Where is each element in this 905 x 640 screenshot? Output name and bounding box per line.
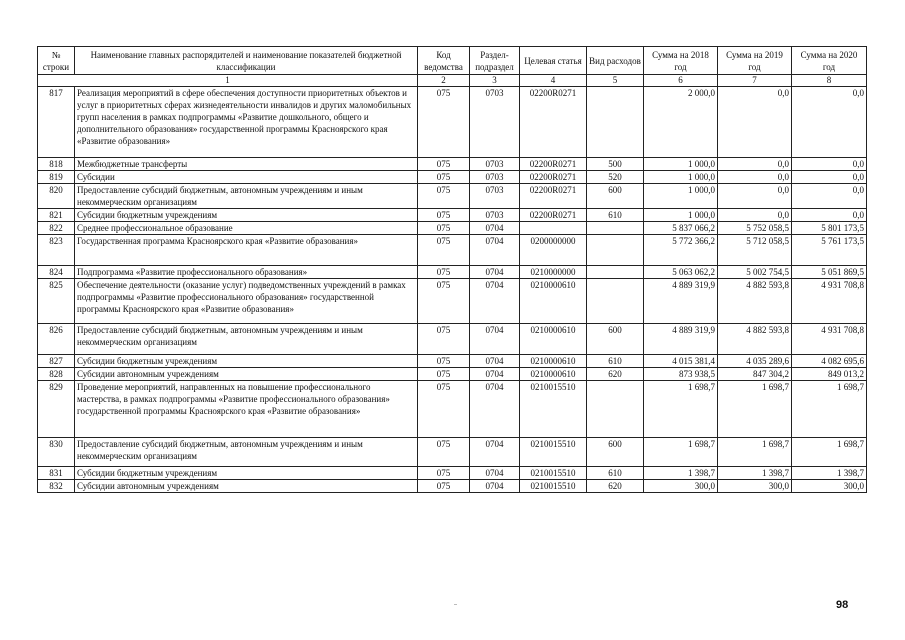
row-sum-2019: 5 002 754,5 — [718, 266, 792, 279]
row-sum-2020: 0,0 — [792, 158, 867, 171]
row-sum-2019: 1 398,7 — [718, 467, 792, 480]
header-row-number: № строки — [38, 47, 75, 75]
table-row — [38, 438, 867, 467]
row-name: Субсидии бюджетным учреждениям — [75, 355, 418, 368]
row-target-article: 02200R0271 — [520, 171, 587, 184]
row-sum-2020: 4 931 708,8 — [792, 279, 867, 324]
row-sum-2019: 5 752 058,5 — [718, 222, 792, 235]
row-name: Межбюджетные трансферты — [75, 158, 418, 171]
header-row — [38, 47, 867, 75]
row-dept-code: 075 — [418, 184, 470, 209]
row-sum-2018: 300,0 — [644, 480, 718, 493]
row-section: 0704 — [470, 222, 520, 235]
row-target-article: 0210015510 — [520, 438, 587, 467]
row-number: 824 — [38, 266, 75, 279]
row-expense-type — [587, 222, 644, 235]
table-row — [38, 368, 867, 381]
row-dept-code: 075 — [418, 381, 470, 438]
column-number-row — [38, 75, 867, 87]
row-sum-2018: 1 000,0 — [644, 209, 718, 222]
header-section: Раздел-подраздел — [470, 47, 520, 75]
row-target-article: 02200R0271 — [520, 184, 587, 209]
row-sum-2019: 0,0 — [718, 184, 792, 209]
row-sum-2019: 0,0 — [718, 87, 792, 158]
row-sum-2019: 5 712 058,5 — [718, 235, 792, 266]
row-target-article: 02200R0271 — [520, 87, 587, 158]
row-section: 0703 — [470, 184, 520, 209]
row-number: 821 — [38, 209, 75, 222]
table-row — [38, 467, 867, 480]
row-dept-code: 075 — [418, 158, 470, 171]
row-target-article: 0210015510 — [520, 480, 587, 493]
row-name: Субсидии — [75, 171, 418, 184]
row-number: 817 — [38, 87, 75, 158]
row-number: 831 — [38, 467, 75, 480]
row-expense-type: 620 — [587, 368, 644, 381]
row-section: 0703 — [470, 158, 520, 171]
row-target-article: 02200R0271 — [520, 158, 587, 171]
row-expense-type — [587, 279, 644, 324]
row-number: 826 — [38, 324, 75, 355]
row-expense-type: 610 — [587, 355, 644, 368]
row-target-article: 02200R0271 — [520, 209, 587, 222]
row-sum-2018: 1 698,7 — [644, 438, 718, 467]
table-row — [38, 324, 867, 355]
row-target-article — [520, 222, 587, 235]
row-name: Среднее профессиональное образование — [75, 222, 418, 235]
row-sum-2018: 5 837 066,2 — [644, 222, 718, 235]
row-number: 823 — [38, 235, 75, 266]
row-sum-2019: 4 035 289,6 — [718, 355, 792, 368]
row-dept-code: 075 — [418, 209, 470, 222]
row-sum-2019: 1 698,7 — [718, 438, 792, 467]
row-target-article: 0210000610 — [520, 368, 587, 381]
row-expense-type: 500 — [587, 158, 644, 171]
row-sum-2020: 0,0 — [792, 184, 867, 209]
row-name: Субсидии автономным учреждениям — [75, 480, 418, 493]
table-row — [38, 480, 867, 493]
row-target-article: 0200000000 — [520, 235, 587, 266]
row-target-article: 0210000610 — [520, 324, 587, 355]
row-sum-2020: 1 698,7 — [792, 381, 867, 438]
row-sum-2019: 4 882 593,8 — [718, 324, 792, 355]
row-name: Субсидии бюджетным учреждениям — [75, 209, 418, 222]
budget-table — [37, 46, 867, 493]
row-sum-2020: 0,0 — [792, 87, 867, 158]
row-sum-2019: 4 882 593,8 — [718, 279, 792, 324]
header-sum-2018: Сумма на 2018 год — [644, 47, 718, 75]
row-section: 0704 — [470, 235, 520, 266]
row-section: 0703 — [470, 87, 520, 158]
row-sum-2020: 1 698,7 — [792, 438, 867, 467]
table-row — [38, 158, 867, 171]
row-number: 818 — [38, 158, 75, 171]
row-dept-code: 075 — [418, 438, 470, 467]
row-sum-2018: 5 063 062,2 — [644, 266, 718, 279]
row-target-article: 0210000610 — [520, 355, 587, 368]
row-sum-2019: 0,0 — [718, 171, 792, 184]
row-sum-2020: 849 013,2 — [792, 368, 867, 381]
row-dept-code: 075 — [418, 480, 470, 493]
header-expense-type: Вид расходов — [587, 47, 644, 75]
row-target-article: 0210000610 — [520, 279, 587, 324]
row-sum-2018: 5 772 366,2 — [644, 235, 718, 266]
column-number: 2 — [418, 75, 470, 87]
row-sum-2020: 4 082 695,6 — [792, 355, 867, 368]
row-section: 0704 — [470, 381, 520, 438]
row-dept-code: 075 — [418, 324, 470, 355]
row-expense-type: 600 — [587, 324, 644, 355]
table-row — [38, 235, 867, 266]
column-number: 4 — [520, 75, 587, 87]
row-sum-2019: 0,0 — [718, 158, 792, 171]
header-dept-code: Код ведомства — [418, 47, 470, 75]
row-sum-2019: 1 698,7 — [718, 381, 792, 438]
row-sum-2018: 4 889 319,9 — [644, 324, 718, 355]
row-target-article: 0210015510 — [520, 467, 587, 480]
row-dept-code: 075 — [418, 355, 470, 368]
table-row — [38, 87, 867, 158]
row-name: Подпрограмма «Развитие профессионального образования» — [75, 266, 418, 279]
table-row — [38, 184, 867, 209]
row-section: 0704 — [470, 266, 520, 279]
row-sum-2020: 4 931 708,8 — [792, 324, 867, 355]
row-name: Субсидии бюджетным учреждениям — [75, 467, 418, 480]
row-expense-type: 600 — [587, 184, 644, 209]
row-dept-code: 075 — [418, 266, 470, 279]
row-sum-2020: 0,0 — [792, 171, 867, 184]
row-name: Проведение мероприятий, направленных на повышение профессионального мастерства, в рамках подпрограммы «Развитие профессионального образования» государственной программы Красноярского края «Развитие образования» — [75, 381, 418, 438]
row-sum-2020: 300,0 — [792, 480, 867, 493]
column-number: 6 — [644, 75, 718, 87]
row-sum-2019: 0,0 — [718, 209, 792, 222]
table-row — [38, 209, 867, 222]
row-section: 0704 — [470, 467, 520, 480]
row-expense-type: 610 — [587, 209, 644, 222]
row-sum-2018: 1 000,0 — [644, 171, 718, 184]
row-expense-type: 620 — [587, 480, 644, 493]
column-number: 5 — [587, 75, 644, 87]
row-sum-2018: 1 000,0 — [644, 158, 718, 171]
row-name: Государственная программа Красноярского края «Развитие образования» — [75, 235, 418, 266]
row-name: Обеспечение деятельности (оказание услуг) подведомственных учреждений в рамках подпрограммы «Развитие профессионального образования» государственной программы Красноярского края «Развитие образования» — [75, 279, 418, 324]
row-number: 822 — [38, 222, 75, 235]
row-sum-2018: 1 698,7 — [644, 381, 718, 438]
row-dept-code: 075 — [418, 467, 470, 480]
row-sum-2018: 2 000,0 — [644, 87, 718, 158]
row-sum-2019: 300,0 — [718, 480, 792, 493]
row-number: 820 — [38, 184, 75, 209]
row-sum-2020: 5 761 173,5 — [792, 235, 867, 266]
row-dept-code: 075 — [418, 368, 470, 381]
row-dept-code: 075 — [418, 171, 470, 184]
column-number: 7 — [718, 75, 792, 87]
row-expense-type — [587, 381, 644, 438]
row-section: 0704 — [470, 480, 520, 493]
row-sum-2020: 1 398,7 — [792, 467, 867, 480]
row-dept-code: 075 — [418, 279, 470, 324]
column-number: 3 — [470, 75, 520, 87]
row-number: 828 — [38, 368, 75, 381]
row-dept-code: 075 — [418, 222, 470, 235]
row-section: 0704 — [470, 279, 520, 324]
row-sum-2020: 5 051 869,5 — [792, 266, 867, 279]
row-dept-code: 075 — [418, 87, 470, 158]
row-expense-type — [587, 235, 644, 266]
row-sum-2018: 4 889 319,9 — [644, 279, 718, 324]
row-number: 829 — [38, 381, 75, 438]
row-name: Предоставление субсидий бюджетным, автономным учреждениям и иным некоммерческим организациям — [75, 324, 418, 355]
scan-artifact — [454, 604, 457, 605]
row-number: 830 — [38, 438, 75, 467]
row-number: 832 — [38, 480, 75, 493]
row-section: 0703 — [470, 171, 520, 184]
column-number: 1 — [38, 75, 418, 87]
row-section: 0704 — [470, 355, 520, 368]
row-number: 827 — [38, 355, 75, 368]
table-row — [38, 222, 867, 235]
row-name: Реализация мероприятий в сфере обеспечения доступности приоритетных объектов и услуг в приоритетных сферах жизнедеятельности инвалидов и других маломобильных групп населения в рамках подпрограммы «Развитие дошкольного, общего и дополнительного образования» государственной программы Красноярского края «Развитие образования» — [75, 87, 418, 158]
row-sum-2019: 847 304,2 — [718, 368, 792, 381]
header-sum-2020: Сумма на 2020 год — [792, 47, 867, 75]
header-sum-2019: Сумма на 2019 год — [718, 47, 792, 75]
row-section: 0703 — [470, 209, 520, 222]
table-row — [38, 381, 867, 438]
row-sum-2018: 1 398,7 — [644, 467, 718, 480]
row-expense-type — [587, 87, 644, 158]
table-row — [38, 279, 867, 324]
row-name: Субсидии автономным учреждениям — [75, 368, 418, 381]
row-sum-2018: 4 015 381,4 — [644, 355, 718, 368]
row-dept-code: 075 — [418, 235, 470, 266]
table-row — [38, 171, 867, 184]
row-section: 0704 — [470, 368, 520, 381]
header-name: Наименование главных распорядителей и наименование показателей бюджетной классификации — [75, 47, 418, 75]
row-section: 0704 — [470, 438, 520, 467]
header-target-article: Целевая статья — [520, 47, 587, 75]
row-number: 819 — [38, 171, 75, 184]
row-sum-2020: 5 801 173,5 — [792, 222, 867, 235]
table-row — [38, 355, 867, 368]
column-number: 8 — [792, 75, 867, 87]
row-expense-type — [587, 266, 644, 279]
page-number: 98 — [836, 599, 849, 611]
row-name: Предоставление субсидий бюджетным, автономным учреждениям и иным некоммерческим организациям — [75, 184, 418, 209]
table-body — [38, 87, 867, 493]
row-expense-type: 600 — [587, 438, 644, 467]
row-section: 0704 — [470, 324, 520, 355]
row-sum-2018: 1 000,0 — [644, 184, 718, 209]
row-target-article: 0210015510 — [520, 381, 587, 438]
row-expense-type: 520 — [587, 171, 644, 184]
table-row — [38, 266, 867, 279]
row-target-article: 0210000000 — [520, 266, 587, 279]
row-name: Предоставление субсидий бюджетным, автономным учреждениям и иным некоммерческим организациям — [75, 438, 418, 467]
row-sum-2018: 873 938,5 — [644, 368, 718, 381]
row-expense-type: 610 — [587, 467, 644, 480]
row-sum-2020: 0,0 — [792, 209, 867, 222]
row-number: 825 — [38, 279, 75, 324]
